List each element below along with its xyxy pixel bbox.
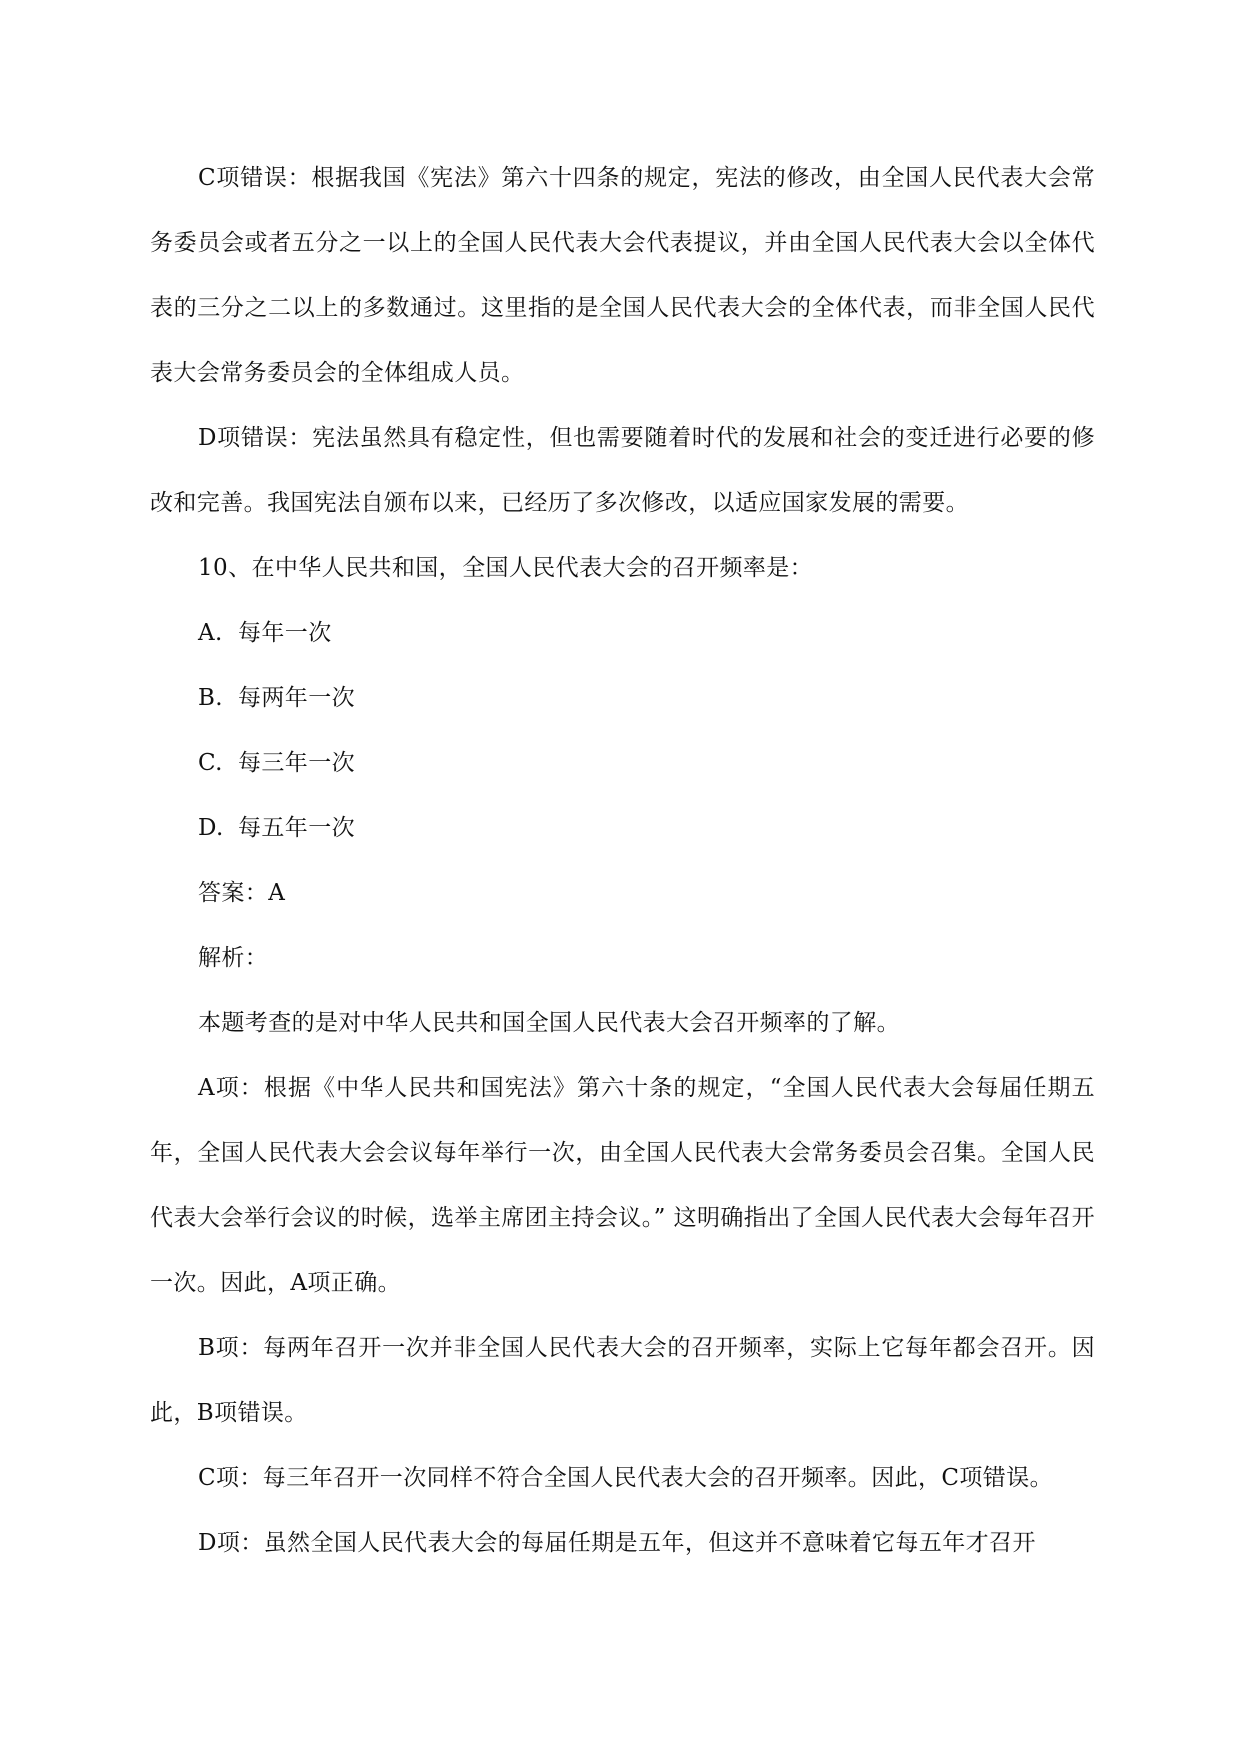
option-c-letter: C. [198,750,223,776]
option-c-text: 每三年一次 [238,750,355,776]
paragraph-option-d-error: D项错误：宪法虽然具有稳定性，但也需要随着时代的发展和社会的变迁进行必要的修改和完善。我国宪法自颁布以来，已经历了多次修改，以适应国家发展的需要。 [150,425,1095,516]
option-b [150,666,1095,731]
analysis-option-d: D项：虽然全国人民代表大会的每届任期是五年，但这并不意味着它每五年才召开 [198,1530,1036,1556]
analysis-label: 解析： [198,945,269,971]
analysis-intro: 本题考查的是对中华人民共和国全国人民代表大会召开频率的了解。 [198,1010,900,1036]
option-a-letter: A. [198,620,223,646]
paragraph-option-c-error: C项错误：根据我国《宪法》第六十四条的规定，宪法的修改，由全国人民代表大会常务委员会或者五分之一以上的全国人民代表大会代表提议，并由全国人民代表大会以全体代表的三分之二以上的多数通过。这里指的是全国人民代表大会的全体代表，而非全国人民代表大会常务委员会的全体组成人员。 [150,165,1095,386]
answer-line: 答案：A [198,880,286,906]
question-title: 10、在中华人民共和国，全国人民代表大会的召开频率是： [198,555,814,581]
option-b-letter: B. [198,685,224,711]
option-a-text: 每年一次 [238,620,332,646]
document-body [150,146,1095,1576]
option-b-text: 每两年一次 [238,685,355,711]
option-d-letter: D. [198,815,224,841]
analysis-option-c: C项：每三年召开一次同样不符合全国人民代表大会的召开频率。因此，C项错误。 [198,1465,1053,1491]
option-d [150,796,1095,861]
analysis-option-a: A项：根据《中华人民共和国宪法》第六十条的规定，“全国人民代表大会每届任期五年，全国人民代表大会会议每年举行一次，由全国人民代表大会常务委员会召集。全国人民代表大会举行会议的时候，选举主席团主持会议。” 这明确指出了全国人民代表大会每年召开一次。因此，A项正确。 [150,1075,1095,1296]
option-a [150,601,1095,666]
analysis-option-b: B项：每两年召开一次并非全国人民代表大会的召开频率，实际上它每年都会召开。因此，B项错误。 [150,1335,1095,1426]
option-d-text: 每五年一次 [238,815,355,841]
option-c [150,731,1095,796]
